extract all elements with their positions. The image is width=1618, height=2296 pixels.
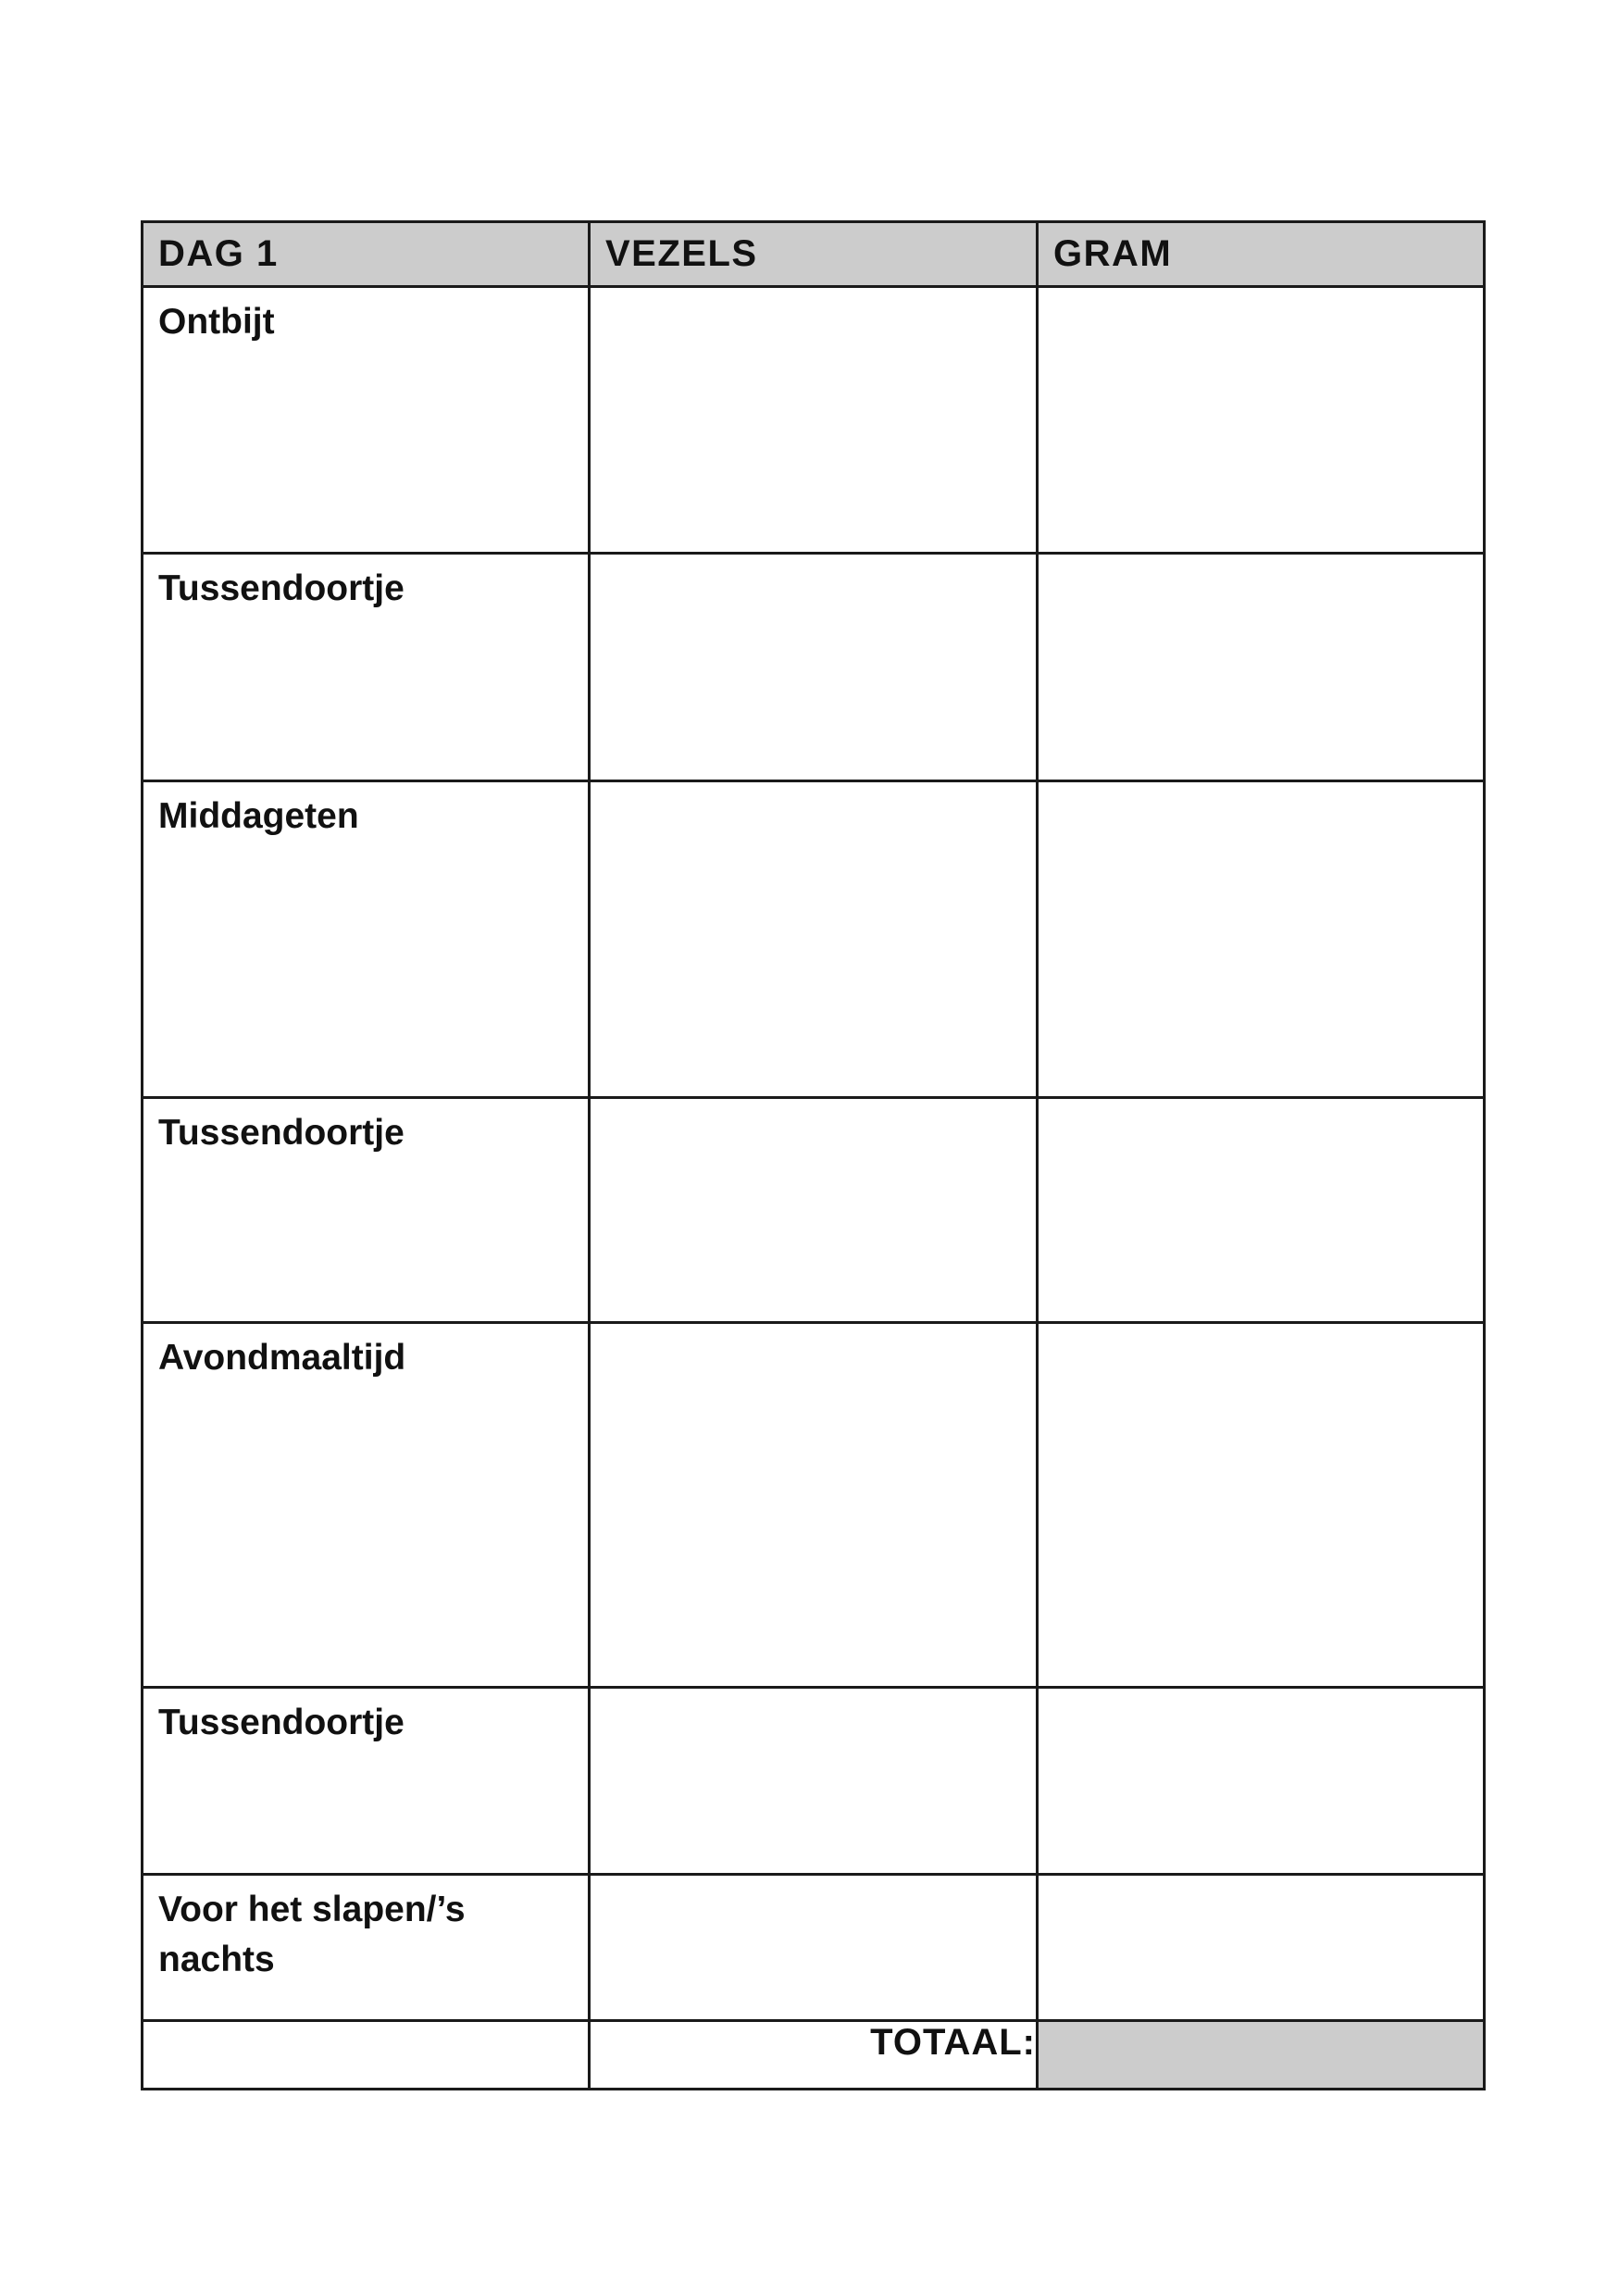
meal-label-cell	[143, 287, 590, 554]
header-grams: GRAM	[1038, 222, 1485, 287]
table-row	[143, 1688, 1485, 1875]
table-row	[143, 1098, 1485, 1323]
meal-label-cell	[143, 1875, 590, 2021]
table-header-row	[143, 222, 1485, 287]
meal-label: Tussendoortje	[158, 1703, 404, 1742]
fiber-log-table	[141, 220, 1486, 2090]
grams-cell[interactable]	[1038, 554, 1485, 781]
header-day: DAG 1	[143, 222, 590, 287]
fibers-cell[interactable]	[590, 1323, 1038, 1688]
grams-cell[interactable]	[1038, 287, 1485, 554]
table-row	[143, 1875, 1485, 2021]
table-row	[143, 781, 1485, 1098]
meal-label-cell	[143, 554, 590, 781]
meal-label-cell	[143, 1098, 590, 1323]
total-row	[143, 2021, 1485, 2090]
grams-cell[interactable]	[1038, 1688, 1485, 1875]
meal-label-cell	[143, 1323, 590, 1688]
header-fibers: VEZELS	[590, 222, 1038, 287]
grams-cell[interactable]	[1038, 1875, 1485, 2021]
total-label: TOTAAL:	[590, 2021, 1038, 2090]
total-value-cell[interactable]	[1038, 2021, 1485, 2090]
fibers-cell[interactable]	[590, 1098, 1038, 1323]
fibers-cell[interactable]	[590, 1688, 1038, 1875]
fibers-cell[interactable]	[590, 287, 1038, 554]
meal-label: Voor het slapen/’s nachts	[158, 1890, 466, 1979]
grams-cell[interactable]	[1038, 781, 1485, 1098]
meal-label: Middageten	[158, 796, 359, 836]
total-empty-cell	[143, 2021, 590, 2090]
grams-cell[interactable]	[1038, 1323, 1485, 1688]
fibers-cell[interactable]	[590, 1875, 1038, 2021]
table-row	[143, 554, 1485, 781]
table-row	[143, 287, 1485, 554]
meal-label: Ontbijt	[158, 302, 275, 342]
meal-label: Tussendoortje	[158, 1113, 404, 1153]
grams-cell[interactable]	[1038, 1098, 1485, 1323]
meal-label-cell	[143, 1688, 590, 1875]
fibers-cell[interactable]	[590, 554, 1038, 781]
fibers-cell[interactable]	[590, 781, 1038, 1098]
meal-label: Avondmaaltijd	[158, 1338, 406, 1378]
meal-label-cell	[143, 781, 590, 1098]
table-row	[143, 1323, 1485, 1688]
meal-label: Tussendoortje	[158, 568, 404, 608]
